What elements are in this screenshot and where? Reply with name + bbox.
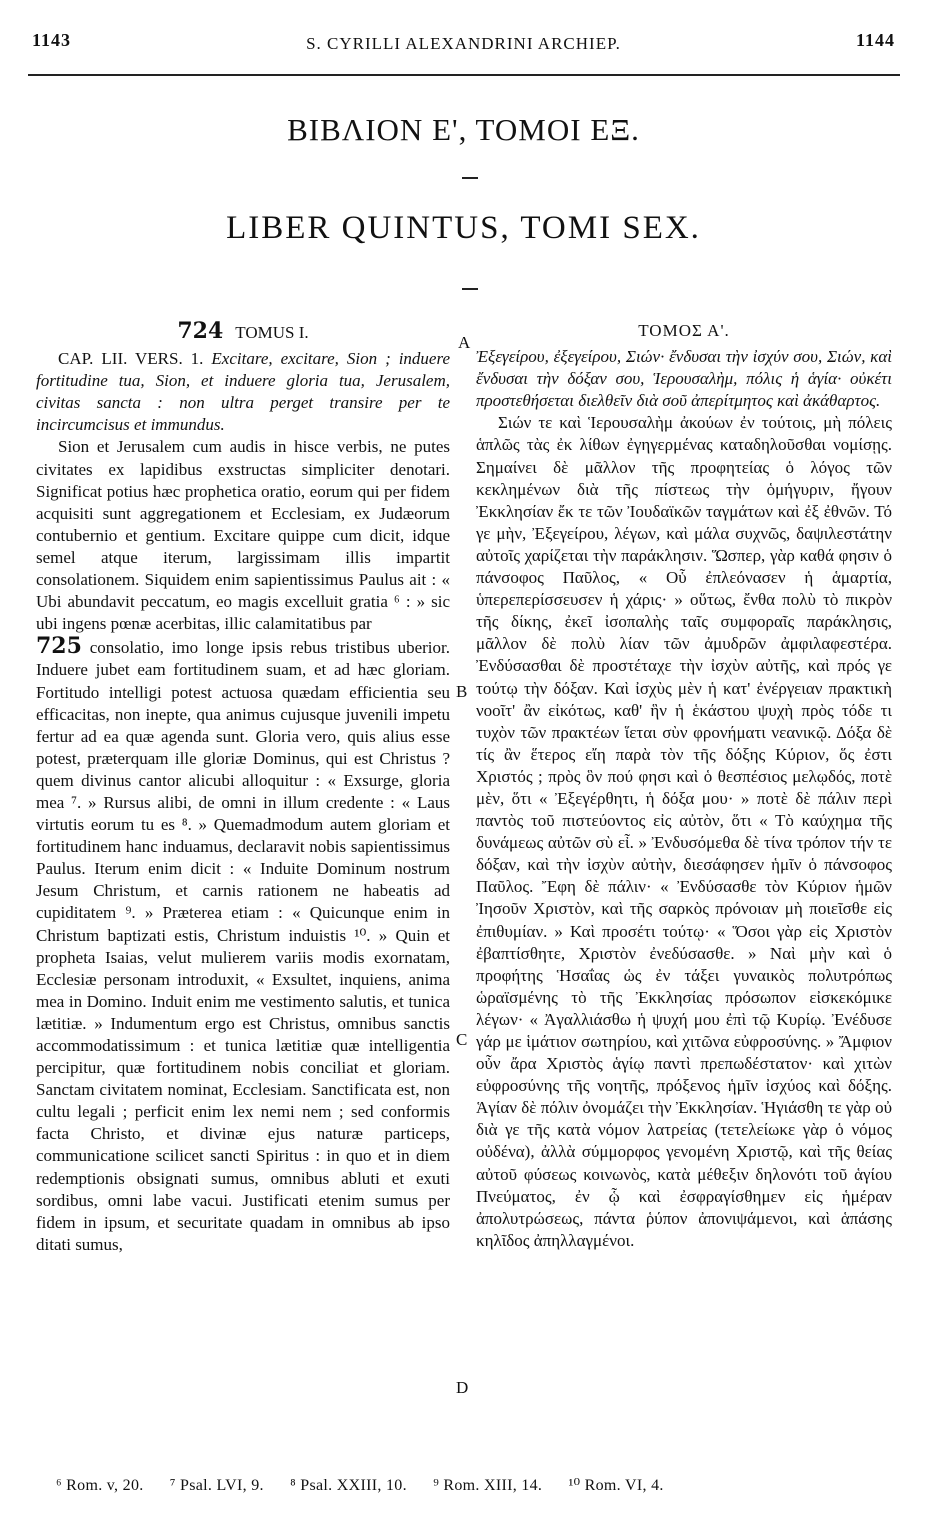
tomus-heading: TOMUS I. bbox=[235, 323, 309, 342]
greek-book-title: ΒΙΒΛΙΟΝ Ε', ΤΟΜΟΙ ΕΞ. bbox=[287, 112, 640, 147]
chapter-label: CAP. LII. VERS. 1. bbox=[58, 349, 204, 369]
greek-commentary: Σιών τε καὶ Ἱερουσαλὴμ ἀκούων ἐν τούτοις, μὴ πόλεις ἁπλῶς τὰς ἐκ λίθων ἐγηγερμένας καταδηλοῦσθαι νομίσῃς. Σημαίνει δὲ μᾶλλον τῆς προφητείας ὁ λόγος τῶν κεκλημένων διὰ τῆς πίστεως τὴν ὁμήγυριν, ἤγουν Ἐκκλησίαν ἔκ τε τῶν Ἰουδαϊκῶν ταγμάτων καὶ ἐξ ἐθνῶν. Τό γε μὴν, Ἐξεγείρου, λέγων, καὶ μάλα συχνῶς, δαψιλεστάτην αὐτοῖς χαρίζεται τὴν παράκλησιν. Ὥσπερ, γὰρ καθά φησιν ὁ πάνσοφος Παῦλος, « Οὗ ἐπλεόνασεν ἡ ἁμαρτία, ὑπερεπερίσσευσεν ἡ χάρις· » οὕτως, ἔνθα πολὺ τὸ πικρὸν τῆς δίκης, ἐκεῖ ἰσοπαλὴς ταῖς συμφοραῖς παράκλησις, μᾶλλον δὲ πολὺ λίαν τῶν ἀμυδρῶν ἀμφιλαφεστέρα. Ἐνδύσασθαι δὲ προστέταχε τὴν ἰσχὺν αὐτῆς, καὶ πρός γε τούτῳ τὴν δόξαν. Καὶ ἰσχὺς μὲν ἡ κατ' ἐνέργειαν πρακτικὴ νοοῖτ' ἂν εἰκότως, καθ' ἣν ἡ ἑκάστου ψυχὴ πρὸς τόδε τι τυχὸν τῶν πρακτέων ἵεται σὺν φρονήματι νεανικῷ. Δόξα δὲ τίς ἂν ἕτερος εἴη παρὰ τὸν τῆς δόξης Κύριον, ὅς ἐστι Χριστός ; πρὸς ὃν πού φησι καὶ ὁ θεσπέσιος μελῳδός, ποτὲ μὲν, ὅτι « Ἐξεγέρθητι, ἡ δόξα μου· » ποτὲ δὲ πάλιν περὶ παντὸς τοῦ πιστεύοντος εἰς αὐτὸν, ὅτι « Τὸ καύχημα τῆς δυνάμεως αὐτῶν σὺ εἶ. » Ἐνδυσόμεθα δὲ τίνα τρόπον τήν τε δόξαν, καὶ τὴν ἰσχὺν αὐτὴν, διεσάφησεν ἡμῖν ὁ πάνσοφος Παῦλος. Ἔφη δὲ πάλιν· « Ἐνδύσασθε τὸν Κύριον ἡμῶν Ἰησοῦν Χριστὸν, καὶ τῆς σαρκὸς πρόνοιαν μὴ ποιεῖσθε εἰς ἐπιθυμίαν. » Καὶ προσέτι τούτῳ· « Ὅσοι γὰρ εἰς Χριστὸν ἐβαπτίσθητε, Χριστὸν ἐνεδύσασθε. » Ναὶ μὴν καὶ ὁ προφήτης Ἡσαΐας ὡς ἐν τάξει γυναικὸς πολυτρόπως ὡραϊσμένης τὸ τῆς Ἐκκλησίας πρόσωπον εἰσκεκόμικε λέγων· « Ἀγαλλιάσθω ἡ ψυχή μου ἐπὶ τῷ Κυρίῳ. Ἐνέδυσε γάρ με ἱμάτιον σωτηρίου, καὶ χιτῶνα εὐφροσύνης. » Ἄμφιον οὖν ἄρα Χριστὸς ἁγίῳ παντὶ πρεπωδέστατον· καὶ χιτὼν εὐφροσύνης τῆς νοητῆς, πρόξενος ἡμῖν ἰσχύος καὶ δόξης. Ἁγίαν δὲ πόλιν ὀνομάζει τὴν Ἐκκλησίαν. Ἡγιάσθη τε γὰρ οὐ διὰ γε τῆς κατὰ νόμον λατρείας (τετελείωκε γὰρ ὁ νόμος οὐδένα), ἀλλὰ σύμμορφος γενομένη Χριστῷ, καὶ τῆς θείας αὐτοῦ φύσεως κοινωνὸς, κατὰ μέθεξιν δηλονότι τοῦ ἁγίου Πνεύματος, ἐν ᾧ καὶ ἐσφραγίσθημεν εἰς ἡμέραν ἀπολυτρώσεως, πάντα ῥύπον ἀπονιψάμενοι, καὶ ἁπάσης κηλῖδος ἀπηλλαγμένοι. bbox=[476, 413, 892, 1250]
column-number-mid: 725 bbox=[36, 633, 82, 660]
latin-commentary-b bbox=[36, 635, 450, 1256]
latin-commentary-b-text: consolatio, imo longe ipsis rebus tristibus uberior. Induere jubet eam fortitudinem suam, et ad hæc gloriam. Fortitudo intelligi potest actuosa quædam efficientia seu efficacitas, non inepte, qua animus cujusque juvenili impetu fertur ad ea quæ agenda sunt. Gloria vero, quis alius esse potest, præterquam ille gloriæ Dominus, qui est Christus ? quem divinus cantor alicubi alloquitur : « Exsurge, gloria mea ⁷. » Rursus alibi, de omni in illum credente : « Laus virtutis eorum tu es ⁸. » Quemadmodum autem gloriam et fortitudinem hanc induamus, declaravit nobis sapientissimus Paulus. Iterum enim dicit : « Induite Dominum nostrum Jesum Christum, et carnis rationem ne habeatis ad cupiditatem ⁹. » Præterea etiam : « Quicunque enim in Christum baptizati estis, Christum induistis ¹⁰. » Quin et propheta Isaias, velut mulierem variis modis exornatam, Ecclesiæ personam introduxit, « Exsultet, inquiens, anima mea in Domino. Induit enim me vestimento salutis, et tunica lætitiæ. » Indumentum ergo est Christus, omnibus sanctis accommodatissimum : et tunica lætitiæ quæ intelligentia percipitur, quæ fortitudinem nobis conciliat et gloriam. Sanctam civitatem nominat, Ecclesiam. Sanctificata est, non cultu legali ; perficit enim lex nemi nem ; sed conformis facta Christo, et divinæ ejus naturæ particeps, communicatione scilicet sancti Spiritus : in quo et in diem redemptionis obsignati sumus, omnibus abluti et exuti sordibus, omni labe vacui. Justificati etenim sumus per fidem in ipsum, et securitate quadam in omnibus ab ipso ditati sumus, bbox=[36, 638, 451, 1254]
latin-commentary-a: Sion et Jerusalem cum audis in hisce verbis, ne putes civitates ex lapidibus exstructas simpliciter denotari. Significat potius hæc prophetica oratio, eorum qui per fidem acquisiti sunt aggregationem et Ecclesiam, ex Judæorum contubernio et gentium. Excitare quippe cum dicit, idque semel atque iterum, largissimam illis impartit consolationem. Siquidem enim sapientissimus Paulus ait : « Ubi abundavit peccatum, eo magis excelluit gratia ⁶ : » sic ubi ingens pœnæ acerbitas, illic calamitatibus par bbox=[36, 437, 450, 634]
header-rule bbox=[28, 74, 900, 76]
running-header: S. CYRILLI ALEXANDRINI ARCHIEP. bbox=[306, 34, 621, 53]
latin-column bbox=[36, 320, 450, 1256]
page-number-right: 1144 bbox=[855, 30, 895, 50]
latin-verse bbox=[36, 348, 450, 436]
margin-marker-a: A bbox=[458, 333, 471, 352]
margin-marker-b: B bbox=[456, 682, 468, 701]
greek-verse: Ἐξεγείρου, ἐξεγείρου, Σιών· ἔνδυσαι τὴν ἰσχύν σου, Σιών, καὶ ἔνδυσαι τὴν δόξαν σου, Ἱερουσαλὴμ, πόλις ἡ ἁγία· οὐκέτι προστεθήσεται διελθεῖν διὰ σοῦ ἀπερίτμητος καὶ ἀκάθαρτος. bbox=[476, 347, 892, 411]
column-number: 724 bbox=[177, 318, 224, 344]
title-divider-2 bbox=[462, 288, 478, 290]
footnote: ¹⁰ Rom. VI, 4. bbox=[568, 1477, 664, 1494]
page-number-left: 1143 bbox=[32, 30, 72, 50]
latin-verse-text: Excitare, excitare, Sion ; induere fortitudine tua, Sion, et induere gloria tua, Jerusalem, civitas sancta : non ultra perget transire per te incircumcisus et immundus. bbox=[36, 349, 451, 435]
tomus-heading-row bbox=[36, 320, 450, 344]
margin-marker-d: D bbox=[456, 1378, 469, 1397]
tomos-heading: ΤΟΜΟΣ Α'. bbox=[638, 321, 730, 340]
title-divider bbox=[462, 177, 478, 179]
latin-book-title: LIBER QUINTUS, TOMI SEX. bbox=[226, 210, 701, 246]
footnote: ⁶ Rom. v, 20. bbox=[56, 1477, 144, 1494]
margin-marker-c: C bbox=[456, 1030, 468, 1049]
footnote: ⁹ Rom. XIII, 14. bbox=[433, 1477, 543, 1494]
greek-column bbox=[476, 320, 892, 1252]
footnote: ⁸ Psal. XXIII, 10. bbox=[290, 1477, 407, 1494]
footnotes bbox=[56, 1475, 876, 1495]
footnote: ⁷ Psal. LVI, 9. bbox=[169, 1477, 264, 1494]
